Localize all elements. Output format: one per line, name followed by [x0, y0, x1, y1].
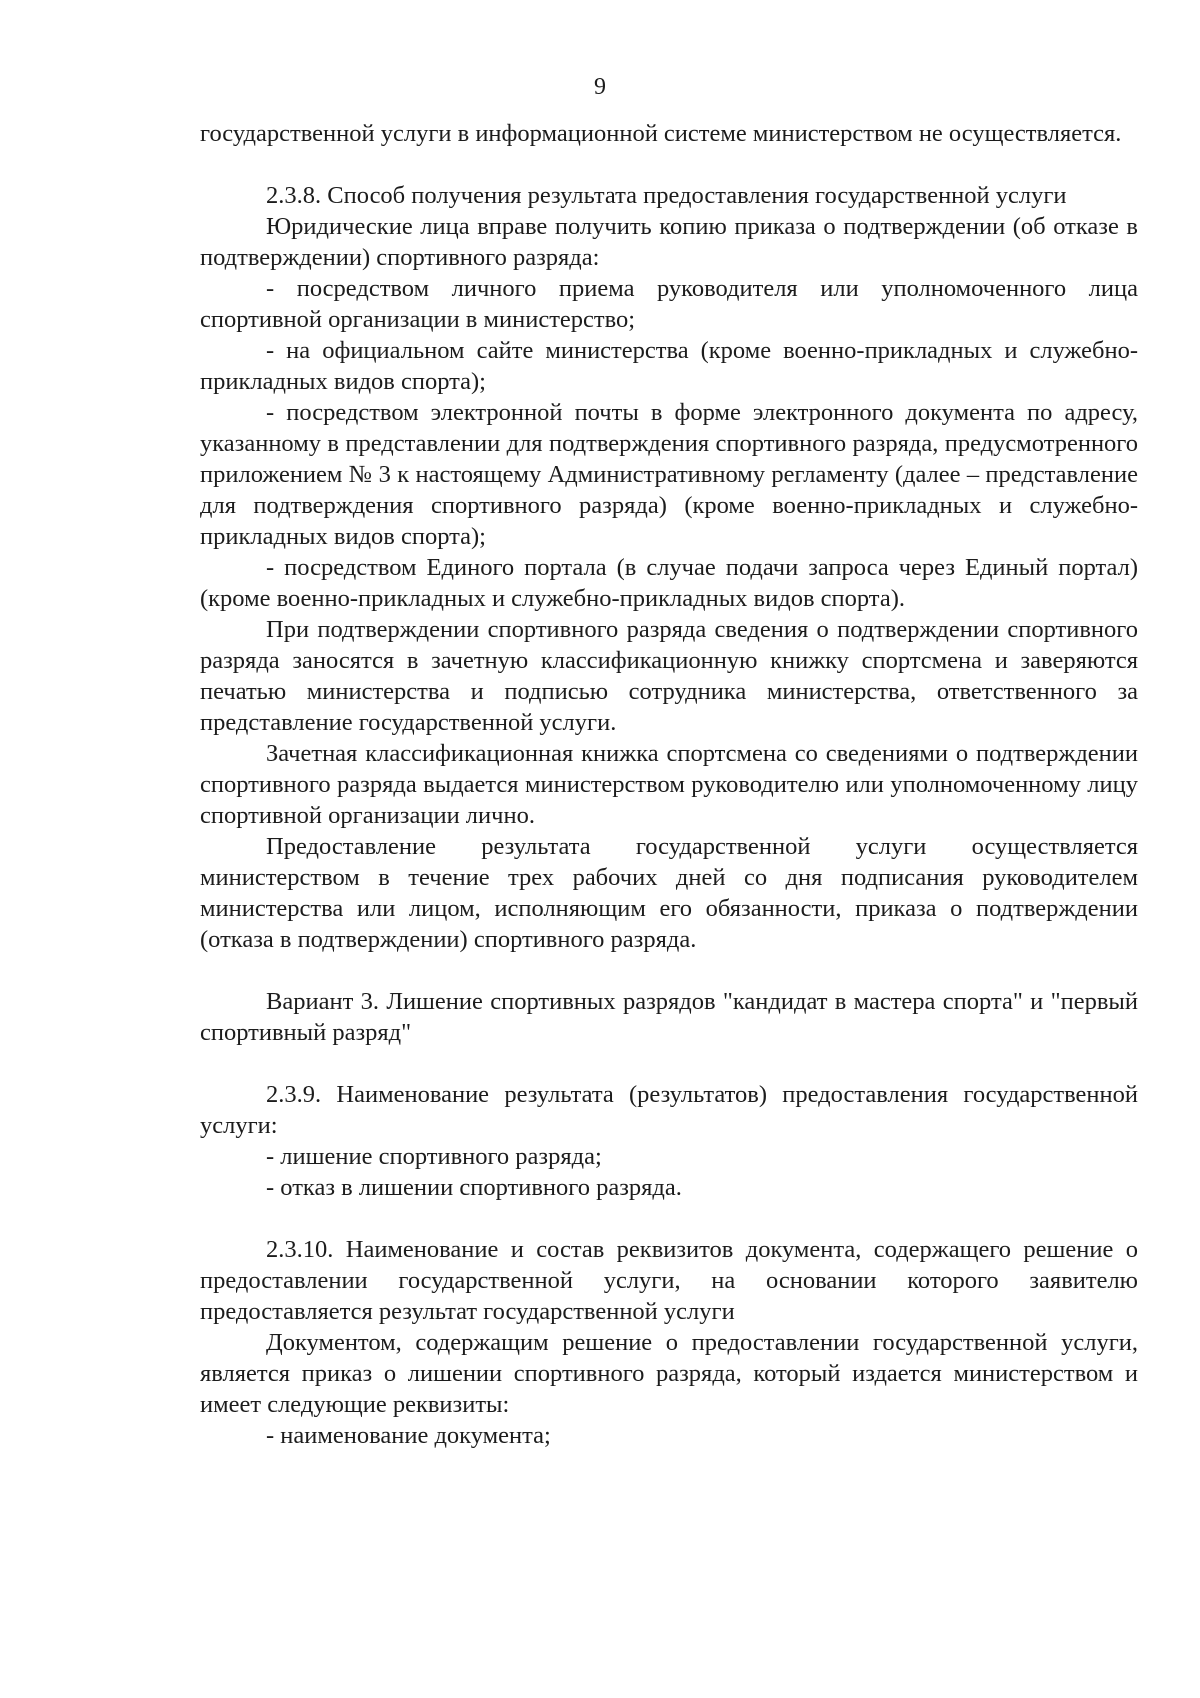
section-heading-2-3-8: 2.3.8. Способ получения результата предоставления государственной услуги: [266, 182, 1067, 209]
page-number: 9: [594, 74, 606, 100]
section-heading-2-3-10: 2.3.10. Наименование и состав реквизитов документа, содержащего решение о предоставлении государственной услуги, на основании которого заявителю предоставляется результат государственной услуги: [200, 1236, 1138, 1325]
document-body: [200, 118, 1138, 1451]
paragraph: Документом, содержащим решение о предоставлении государственной услуги, является приказ о лишении спортивного разряда, который издается министерством и имеет следующие реквизиты:: [200, 1329, 1138, 1418]
list-item: - посредством электронной почты в форме электронного документа по адресу, указанному в представлении для подтверждения спортивного разряда, предусмотренного приложением № 3 к настоящему Административному регламенту (далее – представление для подтверждения спортивного разряда) (кроме военно-прикладных и служебно-прикладных видов спорта);: [200, 399, 1138, 550]
paragraph: Предоставление результата государственной услуги осуществляется министерством в течение трех рабочих дней со дня подписания руководителем министерства или лицом, исполняющим его обязанности, приказа о подтверждении (отказа в подтверждении) спортивного разряда.: [200, 833, 1138, 953]
paragraph-continuation: государственной услуги в информационной системе министерством не осуществляется.: [200, 120, 1122, 147]
section-heading-2-3-9: 2.3.9. Наименование результата (результатов) предоставления государственной услуги:: [200, 1081, 1138, 1139]
paragraph: Зачетная классификационная книжка спортсмена со сведениями о подтверждении спортивного разряда выдается министерством руководителю или уполномоченному лицу спортивной организации лично.: [200, 740, 1138, 829]
variant-heading: Вариант 3. Лишение спортивных разрядов "кандидат в мастера спорта" и "первый спортивный разряд": [200, 988, 1138, 1046]
spacer: [200, 1203, 1138, 1234]
paragraph: При подтверждении спортивного разряда сведения о подтверждении спортивного разряда заносятся в зачетную классификационную книжку спортсмена и заверяются печатью министерства и подписью сотрудника министерства, ответственного за представление государственной услуги.: [200, 616, 1138, 736]
list-item: - лишение спортивного разряда;: [266, 1143, 602, 1170]
list-item: - посредством личного приема руководителя или уполномоченного лица спортивной организации в министерство;: [200, 275, 1138, 333]
spacer: [200, 149, 1138, 180]
list-item: - на официальном сайте министерства (кроме военно-прикладных и служебно-прикладных видов спорта);: [200, 337, 1138, 395]
spacer: [200, 1048, 1138, 1079]
spacer: [200, 955, 1138, 986]
list-item: - отказ в лишении спортивного разряда.: [266, 1174, 682, 1201]
paragraph: Юридические лица вправе получить копию приказа о подтверждении (об отказе в подтверждении) спортивного разряда:: [200, 213, 1138, 271]
list-item: - посредством Единого портала (в случае подачи запроса через Единый портал) (кроме военно-прикладных и служебно-прикладных видов спорта).: [200, 554, 1138, 612]
list-item: - наименование документа;: [266, 1422, 551, 1449]
